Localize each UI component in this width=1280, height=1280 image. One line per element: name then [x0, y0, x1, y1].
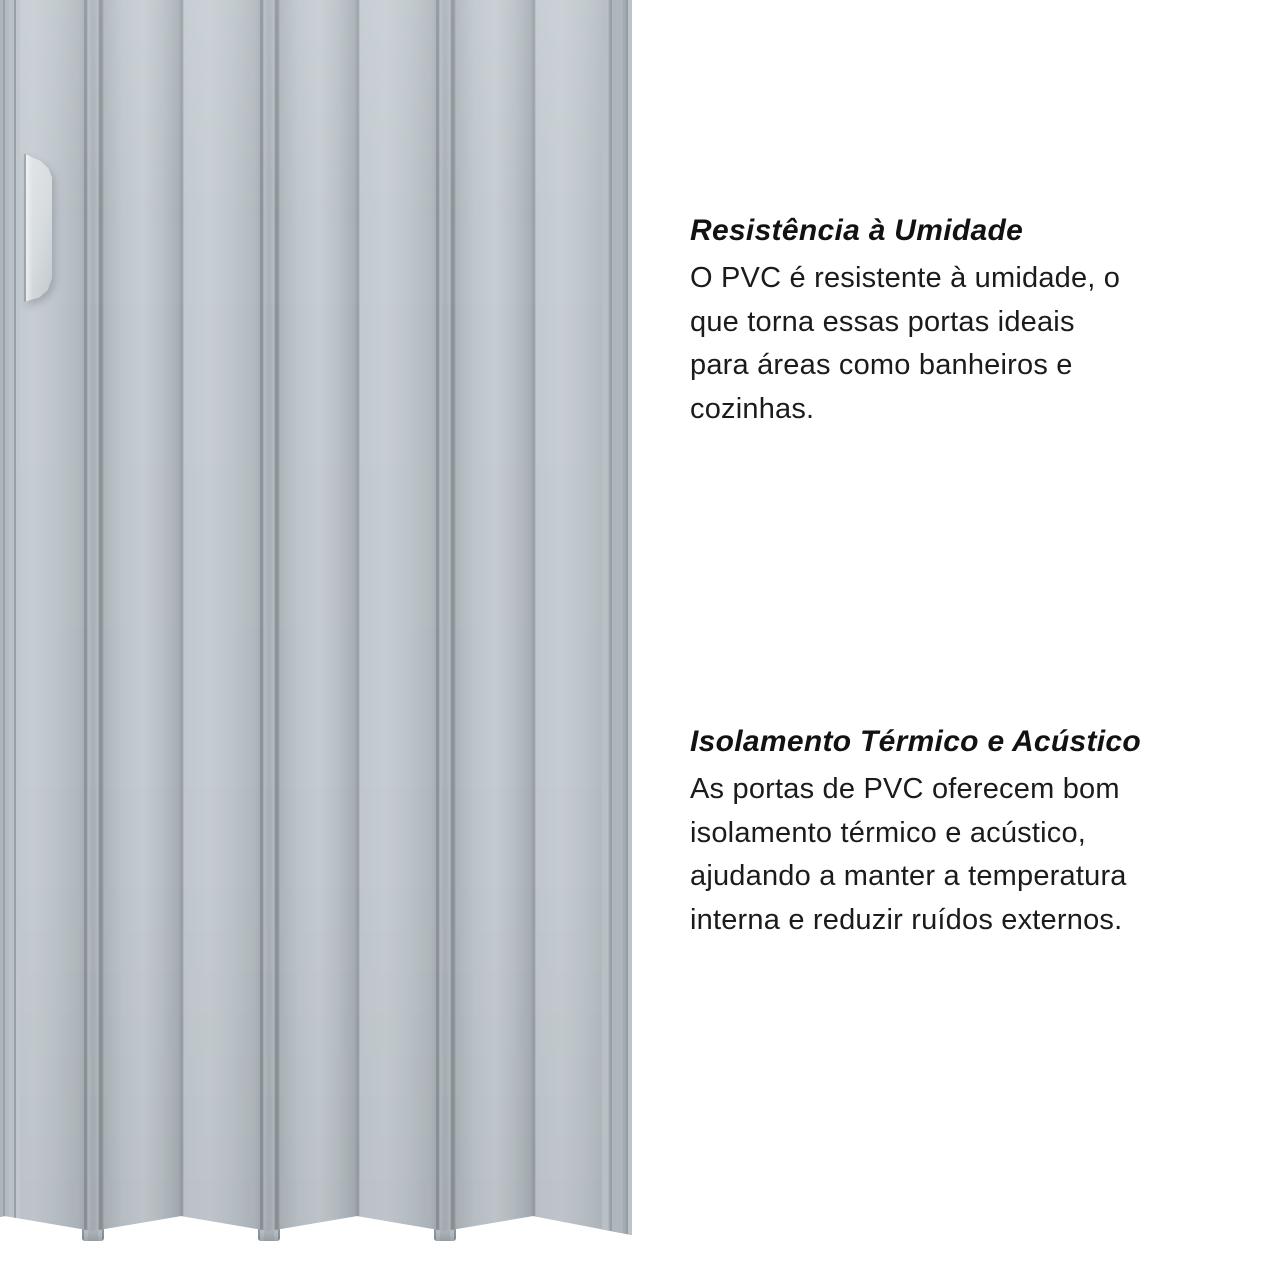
feature-block-humidity	[690, 212, 1200, 431]
feature-text-line: que torna essas portas ideais	[690, 305, 1075, 338]
feature-title: Isolamento Térmico e Acústico	[690, 725, 1142, 758]
door-handle	[24, 152, 52, 302]
feature-text-line: cozinhas.	[690, 392, 815, 425]
feature-text-line: interna e reduzir ruídos externos.	[690, 903, 1123, 936]
feature-text-line: As portas de PVC oferecem bom	[690, 773, 1120, 805]
door-right-edge-stile	[602, 0, 632, 1236]
feature-text-line: ajudando a manter a temperatura	[690, 860, 1127, 892]
feature-text-line: O PVC é resistente à umidade, o	[690, 262, 1121, 294]
door-left-hinge-strip	[0, 0, 20, 1241]
feature-text-line: isolamento térmico e acústico,	[690, 816, 1087, 849]
feature-text-line: para áreas como banheiros e	[690, 349, 1073, 381]
feature-block-insulation	[690, 723, 1200, 942]
door-handle-face	[24, 152, 52, 302]
door-image	[0, 0, 632, 1241]
feature-title: Resistência à Umidade	[690, 214, 1024, 247]
